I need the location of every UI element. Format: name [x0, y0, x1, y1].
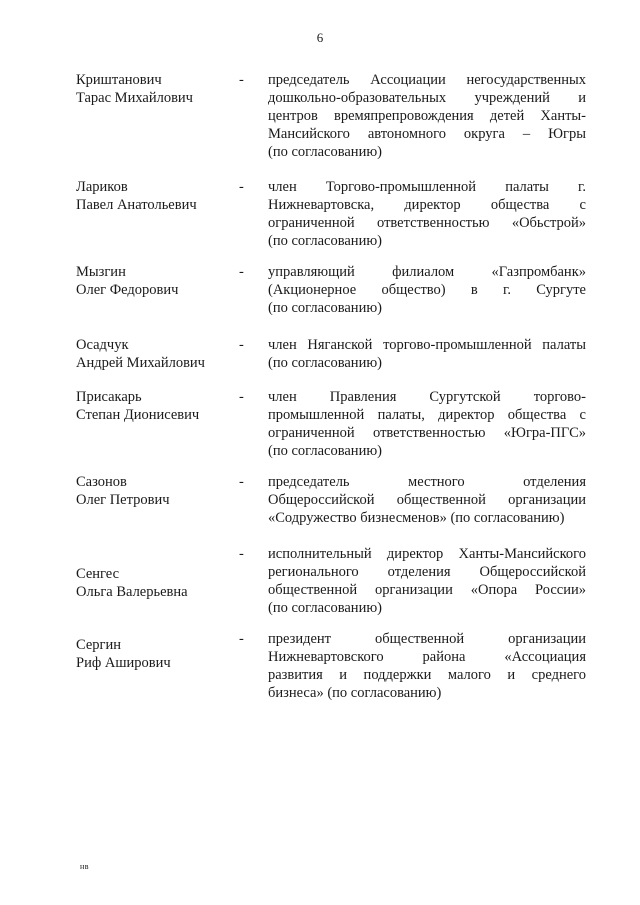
member-given-names: Павел Анатольевич: [76, 197, 197, 213]
member-name: [76, 473, 246, 509]
member-position: [268, 178, 586, 250]
member-name: [76, 336, 246, 372]
footer-mark: нв: [80, 862, 90, 871]
member-given-names: Риф Аширович: [76, 655, 171, 671]
member-position: [268, 630, 586, 702]
position-line: центров времяпрепровождения детей Ханты-: [268, 108, 586, 124]
position-line: член Торгово-промышленной палаты г.: [268, 179, 586, 195]
position-line: (по согласованию): [268, 233, 382, 249]
member-name: [76, 636, 246, 672]
position-line: председатель местного отделения: [268, 474, 586, 490]
position-line: промышленной палаты, директор общества с: [268, 407, 586, 423]
position-line: ограниченной ответственностью «Югра-ПГС»: [268, 425, 586, 441]
separator-dash: -: [239, 474, 244, 490]
separator-dash: -: [239, 72, 244, 88]
member-name: [76, 263, 246, 299]
position-line: дошкольно-образовательных учреждений и: [268, 90, 586, 106]
member-surname: Мызгин: [76, 264, 126, 280]
member-surname: Осадчук: [76, 337, 129, 353]
separator-dash: -: [239, 389, 244, 405]
member-name: [76, 178, 246, 214]
position-line: бизнеса» (по согласованию): [268, 685, 442, 701]
member-given-names: Андрей Михайлович: [76, 355, 205, 371]
position-line: управляющий филиалом «Газпромбанк»: [268, 264, 586, 280]
member-name: [76, 388, 246, 424]
member-given-names: Степан Дионисевич: [76, 407, 200, 423]
member-given-names: Олег Федорович: [76, 282, 179, 298]
member-position: [268, 71, 586, 161]
position-line: «Содружество бизнесменов» (по согласованию): [268, 510, 565, 526]
position-line: Нижневартовского района «Ассоциация: [268, 649, 586, 665]
member-position: [268, 473, 586, 527]
page-number: 6: [316, 30, 324, 45]
separator-dash: -: [239, 337, 244, 353]
separator-dash: -: [239, 179, 244, 195]
member-surname: Сазонов: [76, 474, 127, 490]
member-name: [76, 565, 246, 601]
position-line: регионального отделения Общероссийской: [268, 564, 586, 580]
separator-dash: -: [239, 631, 244, 647]
position-line: председатель Ассоциации негосударственных: [268, 72, 586, 88]
position-line: (по согласованию): [268, 300, 382, 316]
member-position: [268, 388, 586, 460]
member-surname: Сергин: [76, 637, 122, 653]
position-line: (по согласованию): [268, 443, 382, 459]
position-line: (Акционерное общество) в г. Сургуте: [268, 282, 586, 298]
position-line: общественной организации «Опора России»: [268, 582, 586, 598]
position-line: развития и поддержки малого и среднего: [268, 667, 586, 683]
position-line: ограниченной ответственностью «Обьстрой»: [268, 215, 586, 231]
member-surname: Криштанович: [76, 72, 162, 88]
member-given-names: Ольга Валерьевна: [76, 584, 188, 600]
member-surname: Лариков: [76, 179, 128, 195]
member-given-names: Тарас Михайлович: [76, 90, 193, 106]
member-surname: Сенгес: [76, 566, 120, 582]
position-line: исполнительный директор Ханты-Мансийского: [268, 546, 586, 562]
position-line: член Няганской торгово-промышленной палаты: [268, 337, 586, 353]
member-surname: Присакарь: [76, 389, 142, 405]
member-position: [268, 545, 586, 617]
separator-dash: -: [239, 264, 244, 280]
member-given-names: Олег Петрович: [76, 492, 170, 508]
separator-dash: -: [239, 546, 244, 562]
position-line: Мансийского автономного округа – Югры: [268, 126, 586, 142]
position-line: (по согласованию): [268, 600, 382, 616]
member-name: [76, 71, 246, 107]
position-line: член Правления Сургутской торгово-: [268, 389, 586, 405]
member-position: [268, 263, 586, 317]
position-line: (по согласованию): [268, 355, 382, 371]
position-line: Общероссийской общественной организации: [268, 492, 586, 508]
member-position: [268, 336, 586, 372]
position-line: (по согласованию): [268, 144, 382, 160]
position-line: Нижневартовска, директор общества с: [268, 197, 586, 213]
position-line: президент общественной организации: [268, 631, 586, 647]
